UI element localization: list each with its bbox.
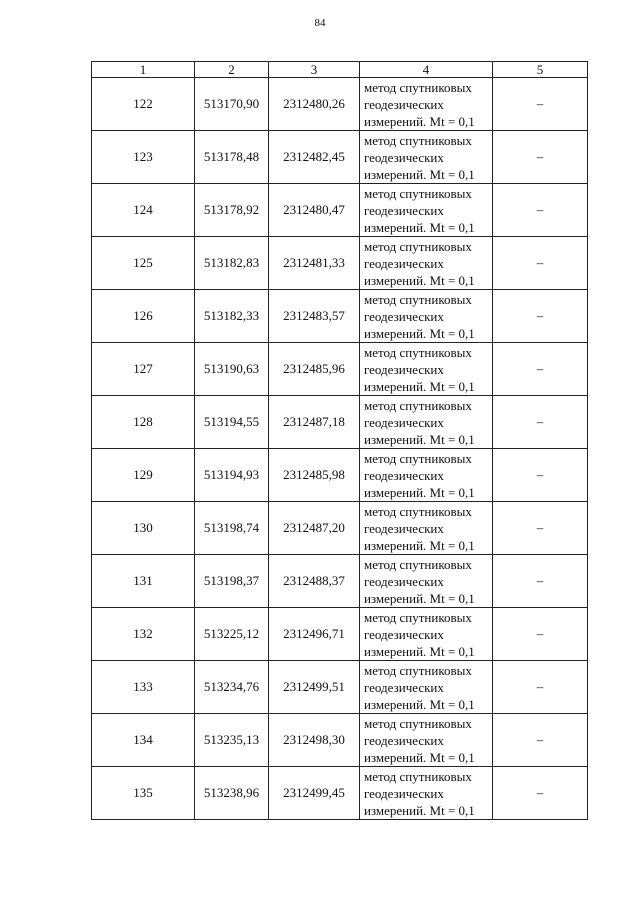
x-coordinate-cell: 513194,93 (195, 449, 269, 502)
y-coordinate-cell: 2312480,26 (269, 78, 360, 131)
method-cell (360, 661, 493, 714)
point-number-cell: 123 (92, 131, 195, 184)
method-line: геодезических (364, 785, 444, 801)
column-header-x: 2 (195, 62, 269, 78)
method-line: метод спутниковых (364, 715, 472, 731)
note-cell: – (493, 237, 588, 290)
method-line: метод спутниковых (364, 79, 472, 95)
column-header-note: 5 (493, 62, 588, 78)
method-cell (360, 290, 493, 343)
method-line: геодезических (364, 679, 444, 695)
note-cell: – (493, 767, 588, 820)
method-line: измерений. Mt = 0,1 (364, 219, 475, 235)
note-cell: – (493, 290, 588, 343)
x-coordinate-cell: 513170,90 (195, 78, 269, 131)
method-cell (360, 767, 493, 820)
method-line: измерений. Mt = 0,1 (364, 113, 475, 129)
x-coordinate-cell: 513198,37 (195, 555, 269, 608)
x-coordinate-cell: 513235,13 (195, 714, 269, 767)
point-number-cell: 131 (92, 555, 195, 608)
method-line: метод спутниковых (364, 450, 472, 466)
y-coordinate-cell: 2312483,57 (269, 290, 360, 343)
table-body (92, 78, 588, 820)
method-line: метод спутниковых (364, 397, 472, 413)
table-row (92, 396, 588, 449)
table-row (92, 767, 588, 820)
point-number-cell: 133 (92, 661, 195, 714)
method-cell (360, 555, 493, 608)
method-cell (360, 237, 493, 290)
point-number-cell: 128 (92, 396, 195, 449)
method-line: геодезических (364, 520, 444, 536)
point-number-cell: 125 (92, 237, 195, 290)
method-line: измерений. Mt = 0,1 (364, 166, 475, 182)
method-line: измерений. Mt = 0,1 (364, 696, 475, 712)
method-line: геодезических (364, 414, 444, 430)
note-cell: – (493, 502, 588, 555)
page-number: 84 (314, 17, 326, 29)
table-row (92, 555, 588, 608)
y-coordinate-cell: 2312488,37 (269, 555, 360, 608)
method-line: геодезических (364, 573, 444, 589)
method-cell (360, 449, 493, 502)
table-header-row (92, 62, 588, 78)
method-line: геодезических (364, 626, 444, 642)
x-coordinate-cell: 513194,55 (195, 396, 269, 449)
note-cell: – (493, 661, 588, 714)
note-cell: – (493, 131, 588, 184)
point-number-cell: 122 (92, 78, 195, 131)
y-coordinate-cell: 2312480,47 (269, 184, 360, 237)
column-header-point: 1 (92, 62, 195, 78)
method-line: геодезических (364, 467, 444, 483)
note-cell: – (493, 396, 588, 449)
method-line: метод спутниковых (364, 503, 472, 519)
note-cell: – (493, 78, 588, 131)
method-cell (360, 184, 493, 237)
method-line: измерений. Mt = 0,1 (364, 802, 475, 818)
method-line: измерений. Mt = 0,1 (364, 378, 475, 394)
point-number-cell: 135 (92, 767, 195, 820)
x-coordinate-cell: 513190,63 (195, 343, 269, 396)
note-cell: – (493, 184, 588, 237)
point-number-cell: 132 (92, 608, 195, 661)
table-row (92, 608, 588, 661)
x-coordinate-cell: 513238,96 (195, 767, 269, 820)
table-row (92, 131, 588, 184)
table-row (92, 714, 588, 767)
x-coordinate-cell: 513178,48 (195, 131, 269, 184)
method-line: метод спутниковых (364, 662, 472, 678)
table-row (92, 290, 588, 343)
x-coordinate-cell: 513182,83 (195, 237, 269, 290)
y-coordinate-cell: 2312499,51 (269, 661, 360, 714)
method-line: измерений. Mt = 0,1 (364, 590, 475, 606)
method-line: метод спутниковых (364, 768, 472, 784)
y-coordinate-cell: 2312481,33 (269, 237, 360, 290)
method-line: измерений. Mt = 0,1 (364, 749, 475, 765)
method-cell (360, 608, 493, 661)
point-number-cell: 127 (92, 343, 195, 396)
point-number-cell: 134 (92, 714, 195, 767)
y-coordinate-cell: 2312487,20 (269, 502, 360, 555)
column-header-y: 3 (269, 62, 360, 78)
method-line: метод спутниковых (364, 556, 472, 572)
y-coordinate-cell: 2312499,45 (269, 767, 360, 820)
note-cell: – (493, 608, 588, 661)
point-number-cell: 129 (92, 449, 195, 502)
y-coordinate-cell: 2312498,30 (269, 714, 360, 767)
method-line: измерений. Mt = 0,1 (364, 537, 475, 553)
method-line: геодезических (364, 361, 444, 377)
x-coordinate-cell: 513198,74 (195, 502, 269, 555)
table-row (92, 237, 588, 290)
method-cell (360, 396, 493, 449)
note-cell: – (493, 449, 588, 502)
table-row (92, 661, 588, 714)
method-line: метод спутниковых (364, 344, 472, 360)
table-row (92, 78, 588, 131)
x-coordinate-cell: 513178,92 (195, 184, 269, 237)
method-line: геодезических (364, 255, 444, 271)
method-line: метод спутниковых (364, 185, 472, 201)
method-line: измерений. Mt = 0,1 (364, 484, 475, 500)
method-line: измерений. Mt = 0,1 (364, 431, 475, 447)
method-cell (360, 714, 493, 767)
method-line: метод спутниковых (364, 291, 472, 307)
table-row (92, 184, 588, 237)
point-number-cell: 124 (92, 184, 195, 237)
method-line: геодезических (364, 732, 444, 748)
method-line: измерений. Mt = 0,1 (364, 272, 475, 288)
column-header-method: 4 (360, 62, 493, 78)
method-line: геодезических (364, 202, 444, 218)
y-coordinate-cell: 2312482,45 (269, 131, 360, 184)
method-cell (360, 343, 493, 396)
point-number-cell: 126 (92, 290, 195, 343)
note-cell: – (493, 343, 588, 396)
table-row (92, 343, 588, 396)
note-cell: – (493, 555, 588, 608)
method-line: метод спутниковых (364, 238, 472, 254)
y-coordinate-cell: 2312487,18 (269, 396, 360, 449)
method-line: метод спутниковых (364, 132, 472, 148)
x-coordinate-cell: 513182,33 (195, 290, 269, 343)
y-coordinate-cell: 2312485,96 (269, 343, 360, 396)
table-row (92, 449, 588, 502)
method-line: метод спутниковых (364, 609, 472, 625)
method-line: геодезических (364, 149, 444, 165)
y-coordinate-cell: 2312485,98 (269, 449, 360, 502)
note-cell: – (493, 714, 588, 767)
coordinates-table (91, 61, 588, 820)
method-line: геодезических (364, 308, 444, 324)
method-line: геодезических (364, 96, 444, 112)
point-number-cell: 130 (92, 502, 195, 555)
method-line: измерений. Mt = 0,1 (364, 325, 475, 341)
method-cell (360, 131, 493, 184)
y-coordinate-cell: 2312496,71 (269, 608, 360, 661)
method-line: измерений. Mt = 0,1 (364, 643, 475, 659)
method-cell (360, 78, 493, 131)
table-row (92, 502, 588, 555)
method-cell (360, 502, 493, 555)
x-coordinate-cell: 513225,12 (195, 608, 269, 661)
x-coordinate-cell: 513234,76 (195, 661, 269, 714)
